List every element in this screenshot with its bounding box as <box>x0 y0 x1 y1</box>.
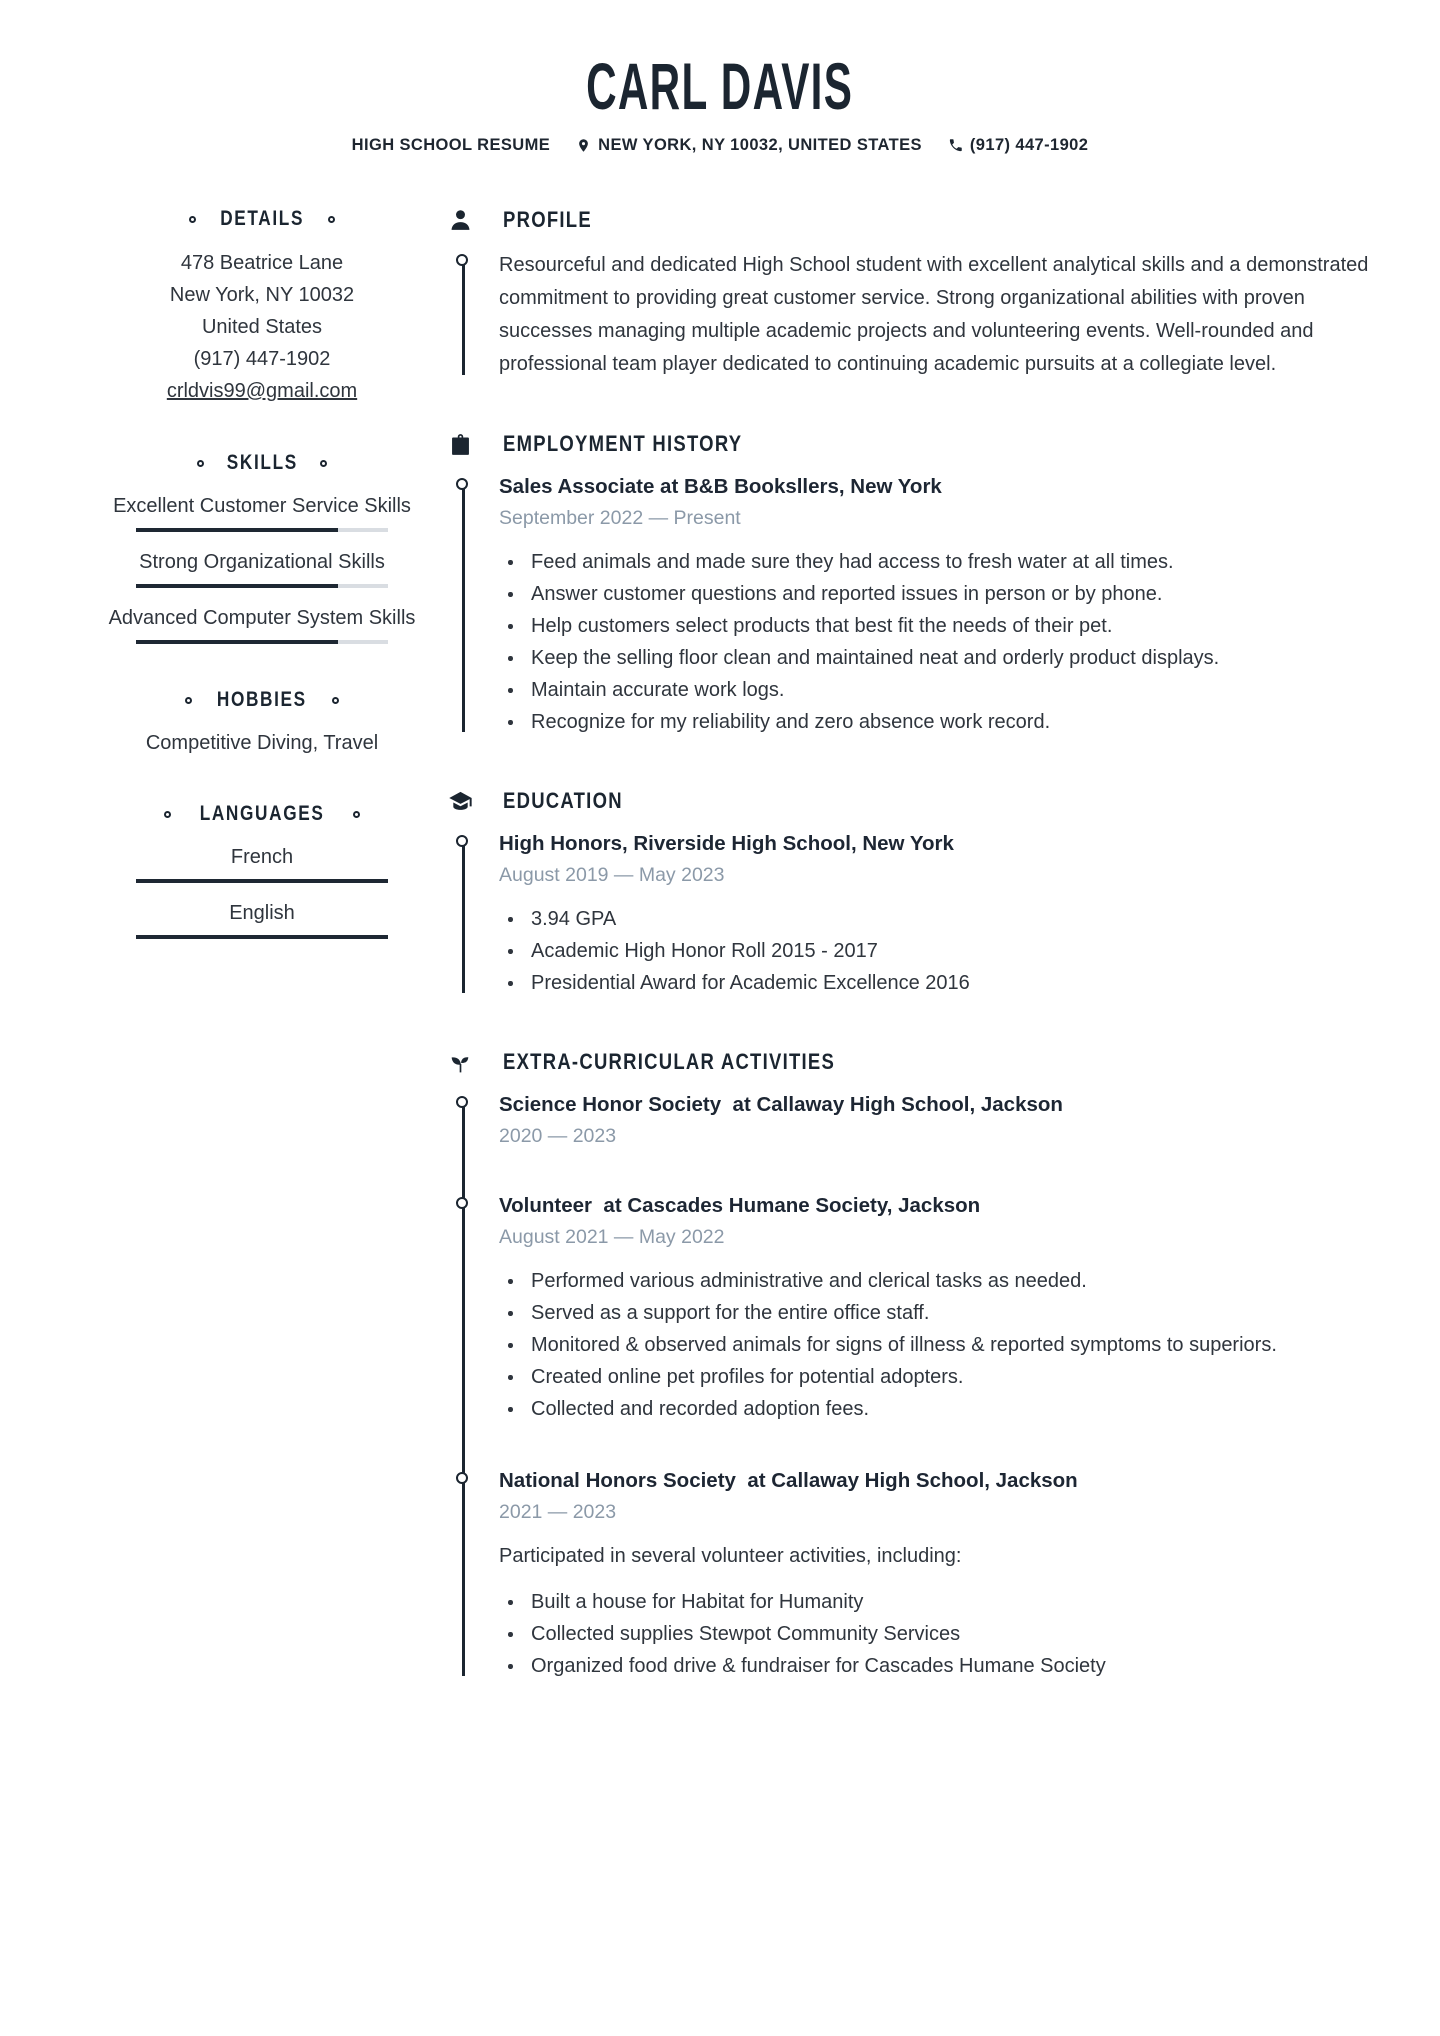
activity-entry <box>499 1091 1380 1150</box>
ring-icon <box>197 460 204 467</box>
activity-bullet-list <box>499 1586 1380 1682</box>
profile-section <box>448 207 1380 381</box>
job-bullet: Help customers select products that best fit the needs of their pet. <box>499 610 1359 642</box>
phone-item <box>948 136 1088 155</box>
education-dates: August 2019 — May 2023 <box>499 864 725 886</box>
activity-bullet: Organized food drive & fundraiser for Cascades Humane Society <box>499 1650 1359 1682</box>
activity-bullet-list <box>499 1265 1380 1425</box>
languages-section <box>106 802 418 939</box>
education-timeline <box>462 830 1380 999</box>
education-section <box>448 788 1380 999</box>
skill-meter-fill <box>136 584 338 588</box>
resume-type-label <box>352 136 551 155</box>
phone-line: (917) 447-1902 <box>193 348 331 370</box>
ring-icon <box>164 811 171 818</box>
job-bullet-list <box>499 546 1380 738</box>
extracurricular-title: EXTRA-CURRICULAR ACTIVITIES <box>503 1049 836 1074</box>
email-row <box>106 375 418 407</box>
employment-entry <box>499 473 1380 738</box>
job-bullet: Recognize for my reliability and zero absence work record. <box>499 706 1359 738</box>
language-meter <box>136 879 388 883</box>
activity-dates: 2020 — 2023 <box>499 1125 617 1147</box>
activity-bullet: Monitored & observed animals for signs of illness & reported symptoms to superiors. <box>499 1329 1359 1361</box>
education-entry <box>499 830 1380 999</box>
details-section <box>106 207 418 407</box>
content-columns <box>0 207 1440 1732</box>
profile-timeline <box>462 249 1380 381</box>
activity-entry <box>499 1192 1380 1425</box>
skills-header <box>106 451 418 475</box>
ring-icon <box>328 216 335 223</box>
location-item <box>576 136 922 155</box>
profile-title: PROFILE <box>503 207 592 232</box>
profile-header <box>448 207 1380 233</box>
education-bullet: Presidential Award for Academic Excellence 2016 <box>499 967 1359 999</box>
address-line: 478 Beatrice Lane <box>180 252 344 274</box>
language-meter-fill <box>136 935 388 939</box>
skills-title: SKILLS <box>226 451 298 474</box>
skill-label: Excellent Customer Service Skills <box>113 495 411 517</box>
education-bullet: 3.94 GPA <box>499 903 1359 935</box>
skill-item <box>106 603 418 644</box>
address-line: New York, NY 10032 <box>169 284 355 306</box>
education-degree: High Honors, Riverside High School, New York <box>499 832 954 855</box>
email-link[interactable]: crldvis99@gmail.com <box>166 380 358 402</box>
skill-item <box>106 547 418 588</box>
job-bullet: Feed animals and made sure they had access to fresh water at all times. <box>499 546 1359 578</box>
language-item <box>106 842 418 883</box>
activity-entry <box>499 1467 1380 1682</box>
main-content <box>448 207 1380 1732</box>
resume-type-text: HIGH SCHOOL RESUME <box>351 136 551 154</box>
briefcase-icon <box>448 432 473 457</box>
skill-meter-fill <box>136 640 338 644</box>
employment-section <box>448 431 1380 738</box>
skill-meter <box>136 640 388 644</box>
job-dates: September 2022 — Present <box>499 507 741 529</box>
extracurricular-timeline <box>462 1091 1380 1682</box>
activity-bullet: Served as a support for the entire office staff. <box>499 1297 1359 1329</box>
skill-meter <box>136 584 388 588</box>
sidebar <box>106 207 418 1732</box>
hobbies-title: HOBBIES <box>217 688 307 711</box>
activity-bullet: Built a house for Habitat for Humanity <box>499 1586 1359 1618</box>
activity-dates: 2021 — 2023 <box>499 1501 617 1523</box>
profile-text: Resourceful and dedicated High School student with excellent analytical skills and a demonstrated commitment to providing great customer service. Strong organizational abilities with proven successes managing multiple academic projects and volunteering events. Well-rounded and professional team player dedicated to continuing academic pursuits at a collegiate level. <box>499 254 1369 375</box>
activity-title: Science Honor Society at Callaway High School, Jackson <box>499 1093 1063 1116</box>
page-title: CARL DAVIS <box>586 49 854 123</box>
activity-bullet: Collected supplies Stewpot Community Services <box>499 1618 1359 1650</box>
profile-entry <box>499 249 1380 381</box>
job-title: Sales Associate at B&B Booksllers, New York <box>499 475 942 498</box>
location-pin-icon <box>576 138 591 153</box>
language-label: English <box>229 902 295 924</box>
activity-title: National Honors Society at Callaway High School, Jackson <box>499 1469 1078 1492</box>
ring-icon <box>189 216 196 223</box>
skill-meter-fill <box>136 528 338 532</box>
location-text: NEW YORK, NY 10032, UNITED STATES <box>598 136 922 154</box>
skill-meter <box>136 528 388 532</box>
languages-title: LANGUAGES <box>199 802 325 825</box>
job-bullet: Maintain accurate work logs. <box>499 674 1359 706</box>
activity-bullet: Performed various administrative and clerical tasks as needed. <box>499 1265 1359 1297</box>
language-meter <box>136 935 388 939</box>
skill-label: Advanced Computer System Skills <box>108 607 416 629</box>
education-title: EDUCATION <box>503 788 623 813</box>
activity-title: Volunteer at Cascades Humane Society, Jackson <box>499 1194 981 1217</box>
sprout-icon <box>448 1050 473 1075</box>
phone-icon <box>948 138 963 153</box>
education-bullet-list <box>499 903 1380 999</box>
job-bullet: Answer customer questions and reported issues in person or by phone. <box>499 578 1359 610</box>
contact-line <box>0 136 1440 155</box>
hobbies-text: Competitive Diving, Travel <box>145 732 379 754</box>
employment-title: EMPLOYMENT HISTORY <box>503 431 743 456</box>
job-bullet: Keep the selling floor clean and maintained neat and orderly product displays. <box>499 642 1359 674</box>
skills-section <box>106 451 418 644</box>
skill-label: Strong Organizational Skills <box>139 551 385 573</box>
language-label: French <box>230 846 294 868</box>
hobbies-header <box>106 688 418 712</box>
employment-header <box>448 431 1380 457</box>
address-line: United States <box>201 316 323 338</box>
ring-icon <box>353 811 360 818</box>
details-header <box>106 207 418 231</box>
education-bullet: Academic High Honor Roll 2015 - 2017 <box>499 935 1359 967</box>
hobbies-section <box>106 688 418 758</box>
languages-header <box>106 802 418 826</box>
activity-bullet: Collected and recorded adoption fees. <box>499 1393 1359 1425</box>
graduation-cap-icon <box>448 789 473 814</box>
details-title: DETAILS <box>220 207 304 230</box>
activity-bullet: Created online pet profiles for potential adopters. <box>499 1361 1359 1393</box>
language-meter-fill <box>136 879 388 883</box>
extracurricular-section <box>448 1049 1380 1682</box>
ring-icon <box>320 460 327 467</box>
activity-dates: August 2021 — May 2022 <box>499 1226 725 1248</box>
resume-header <box>0 0 1440 155</box>
employment-timeline <box>462 473 1380 738</box>
education-header <box>448 788 1380 814</box>
skill-item <box>106 491 418 532</box>
ring-icon <box>185 697 192 704</box>
activity-intro: Participated in several volunteer activities, including: <box>499 1545 962 1567</box>
extracurricular-header <box>448 1049 1380 1075</box>
ring-icon <box>332 697 339 704</box>
person-icon <box>448 208 473 233</box>
language-item <box>106 898 418 939</box>
phone-text: (917) 447-1902 <box>969 136 1089 154</box>
